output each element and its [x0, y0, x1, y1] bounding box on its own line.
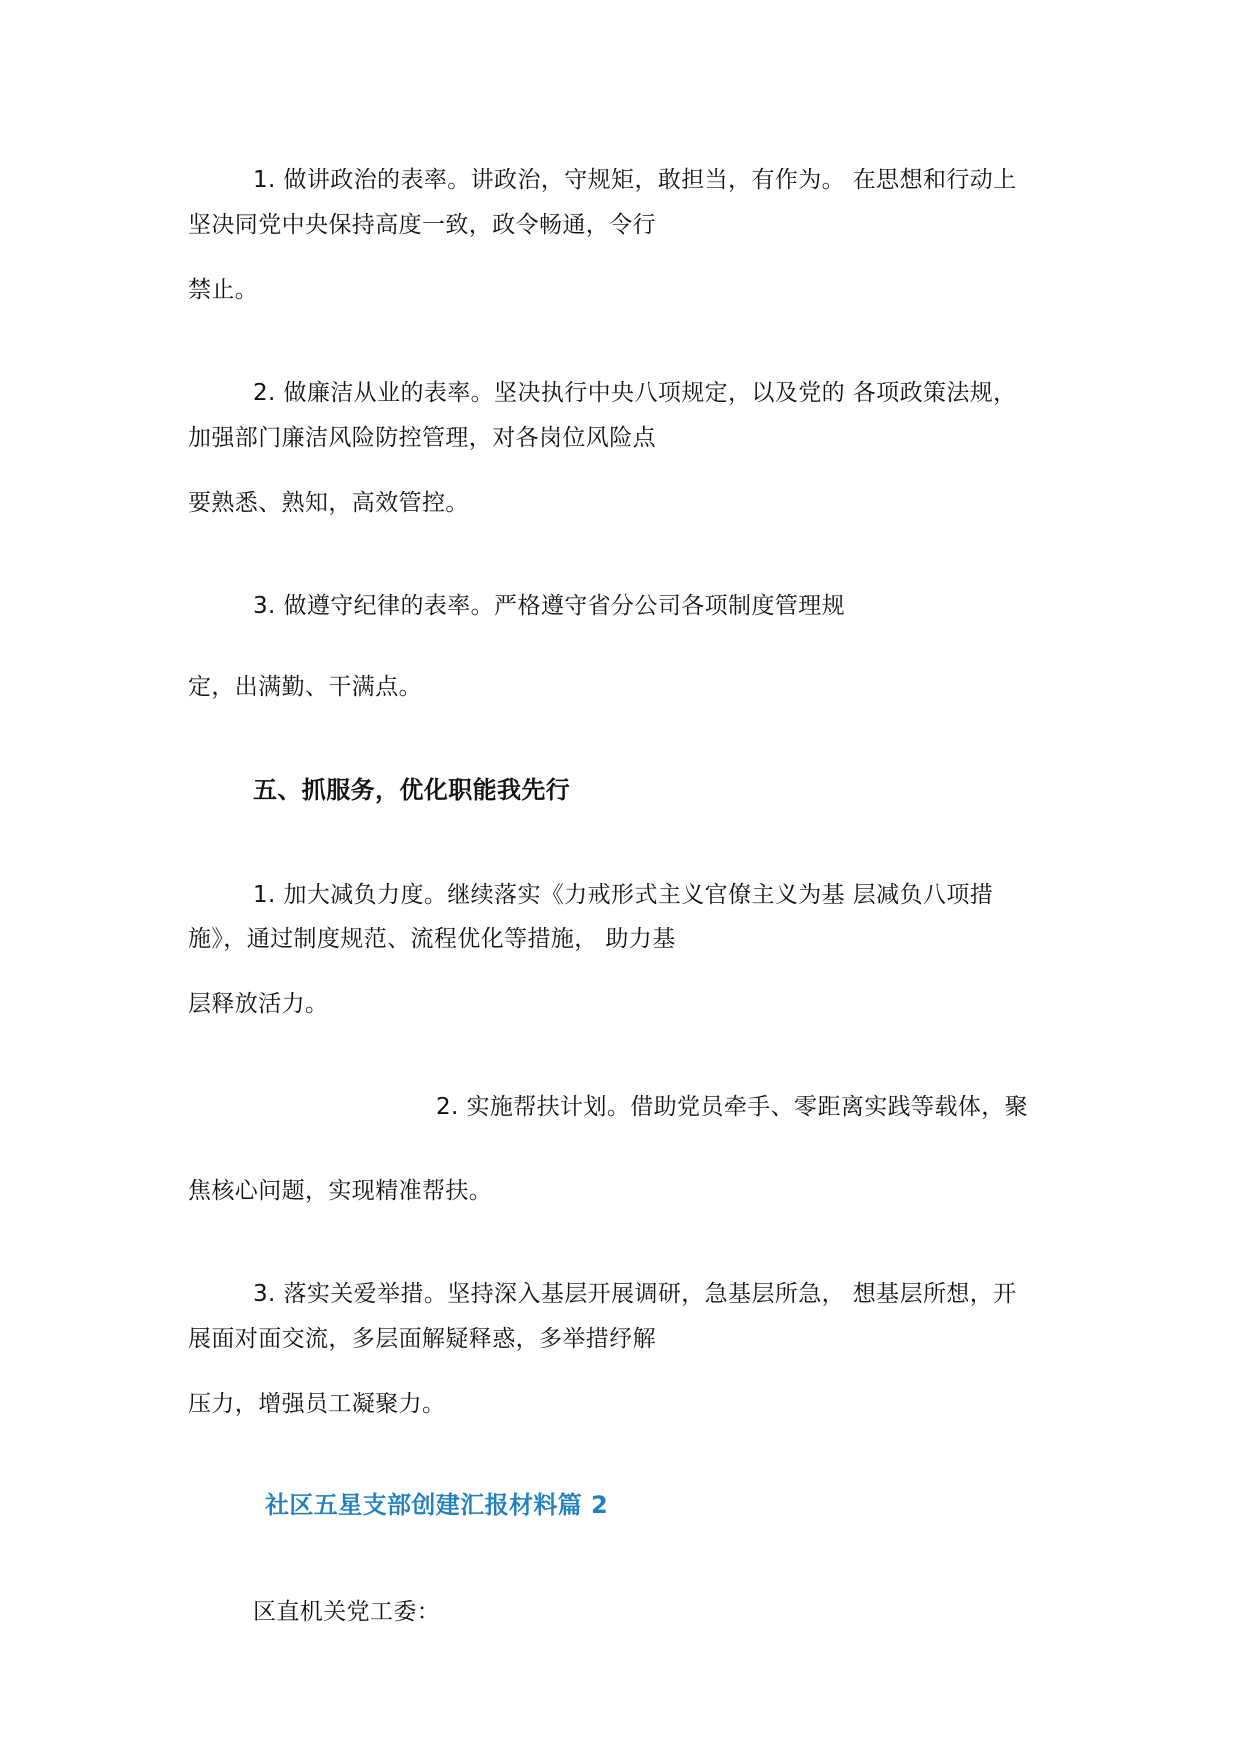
service-item-1-line-2: 施》，通过制度规范、流程优化等措施， 助力基: [188, 926, 676, 952]
item-1-line-1: 1. 做讲政治的表率。讲政治，守规矩，敢担当，有作为。 在思想和行动上: [253, 167, 1017, 193]
service-item-3-line-1: 3. 落实关爱举措。坚持深入基层开展调研，急基层所急， 想基层所想，开: [253, 1281, 1017, 1307]
item-1-line-3: 禁止。: [188, 277, 259, 303]
service-item-3-line-2: 展面对面交流，多层面解疑释惑，多举措纾解: [188, 1326, 656, 1352]
salutation: 区直机关党工委：: [253, 1599, 441, 1625]
item-2-line-1: 2. 做廉洁从业的表率。坚决执行中央八项规定，以及党的 各项政策法规，: [253, 380, 1017, 406]
service-item-2-line-1: 2. 实施帮扶计划。借助党员牵手、零距离实践等载体，聚: [436, 1094, 1029, 1120]
item-1-line-2: 坚决同党中央保持高度一致，政令畅通，令行: [188, 212, 656, 238]
item-3-line-2: 定，出满勤、干满点。: [188, 674, 422, 700]
service-item-2-line-2: 焦核心问题，实现精准帮扶。: [188, 1178, 493, 1204]
service-item-3-line-3: 压力，增强员工凝聚力。: [188, 1391, 446, 1417]
item-3-line-1: 3. 做遵守纪律的表率。严格遵守省分公司各项制度管理规: [253, 593, 846, 619]
item-2-line-2: 加强部门廉洁风险防控管理，对各岗位风险点: [188, 425, 656, 451]
item-2-line-3: 要熟悉、熟知，高效管控。: [188, 490, 469, 516]
section-heading: 五、抓服务，优化职能我先行: [253, 776, 571, 804]
service-item-1-line-3: 层释放活力。: [188, 991, 329, 1017]
article-title: 社区五星支部创建汇报材料篇 2: [265, 1491, 609, 1519]
service-item-1-line-1: 1. 加大减负力度。继续落实《力戒形式主义官僚主义为基 层减负八项措: [253, 882, 994, 908]
